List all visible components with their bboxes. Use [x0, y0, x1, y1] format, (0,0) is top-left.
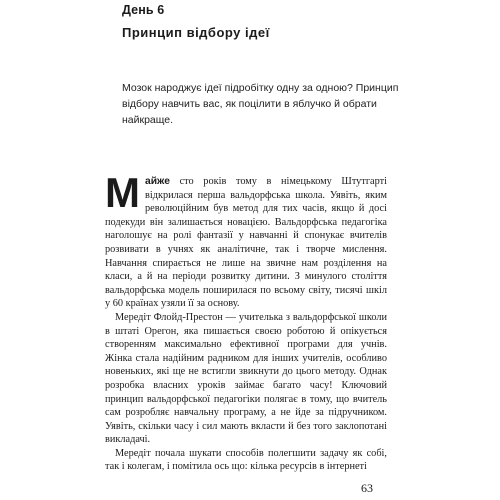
body-text	[105, 169, 387, 474]
chapter-title: Принцип відбору ідеї	[122, 25, 270, 40]
lead-word: айже	[145, 176, 170, 187]
drop-cap: М	[105, 169, 140, 216]
page-number: 63	[361, 481, 373, 495]
paragraph-text: сто років тому в німецькому Штутгарті відкрилася перша вальдорфська школа. Уявіть, яким революційним був метод для тих часів, якщо й досі подекуди він залишається новацією. Вальдорфська педагогіка наголошує на ролі фантазії у навчанні й спонукає вчителів розвивати в учнях як аналітичне, так і творче мислення. Навчання спирається не лише на звичне нам розділення на класи, а й на періоди розвитку дитини. З минулого століття вальдорфська модель поширилася по всьому світу, тисячі шкіл у 60 країнах узяли її за основу.	[105, 176, 387, 310]
paragraph: Мередіт почала шукати способів полегшити задачу як собі, так і колегам, і помітила ось що: кілька ресурсів в інтернеті	[105, 447, 387, 473]
paragraph	[105, 169, 387, 311]
paragraph: Мередіт Флойд-Престон — учителька з вальдорфської школи в штаті Орегон, яка пишається своєю роботою й опікується створенням максимально ефективної програми для учнів. Жінка стала надійним радником для інших учителів, особливо новеньких, які ще не встигли звикнути до цього методу. Однак розробка власних уроків займає багато часу! Ключовий принцип вальдорфської педагогіки полягає в тому, що вчитель сам розробляє навчальну програму, а не йде за підручником. Уявіть, скільки часу і сил мають вкласти й без того заклопотані викладачі.	[105, 311, 387, 446]
chapter-intro: Мозок народжує ідеї підробітку одну за одною? Принцип відбору навчить вас, як поцілити в яблучко й обрати найкраще.	[122, 81, 399, 126]
day-label: День 6	[122, 3, 165, 17]
